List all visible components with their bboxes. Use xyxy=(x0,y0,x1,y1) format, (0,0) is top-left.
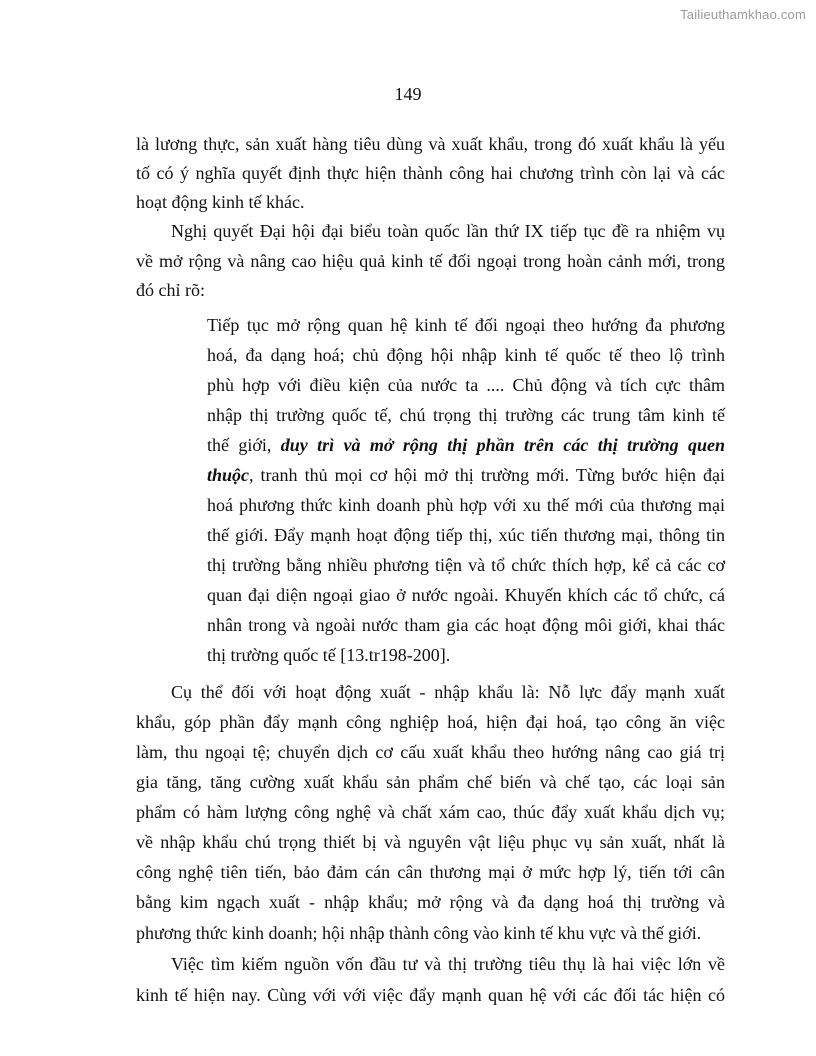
quote-line: nhân trong và ngoài nước tham gia các hoạt động môi giới, khai thác xyxy=(207,615,725,635)
quote-line: thị trường quốc tế [13.tr198-200]. xyxy=(207,645,451,665)
paragraph-line: Nghị quyết Đại hội đại biểu toàn quốc lần thứ IX tiếp tục đề ra nhiệm vụ xyxy=(171,221,725,241)
paragraph-line: phẩm có hàm lượng công nghệ và chất xám cao, thúc đẩy xuất khẩu dịch vụ; xyxy=(136,802,725,822)
page-number: 149 xyxy=(394,84,422,104)
paragraph-line: hoạt động kinh tế khác. xyxy=(136,192,305,212)
quote-line: nhập thị trường quốc tế, chú trọng thị trường các trung tâm kinh tế xyxy=(207,405,725,425)
paragraph-line: là lương thực, sản xuất hàng tiêu dùng và xuất khẩu, trong đó xuất khẩu là yếu xyxy=(136,134,725,154)
quote-line xyxy=(207,434,725,456)
quote-line: phù hợp với điều kiện của nước ta .... Chủ động và tích cực thâm xyxy=(207,375,725,395)
quote-emphasis: thuộc xyxy=(207,465,250,485)
paragraph-line: kinh tế hiện nay. Cùng với với việc đẩy mạnh quan hệ với các đối tác hiện có xyxy=(136,985,725,1005)
watermark: Tailieuthamkhao.com xyxy=(680,7,806,22)
quote-line: Tiếp tục mở rộng quan hệ kinh tế đối ngoại theo hướng đa phương xyxy=(207,315,725,335)
paragraph-line: Việc tìm kiếm nguồn vốn đầu tư và thị trường tiêu thụ là hai việc lớn về xyxy=(171,954,725,974)
paragraph-line: Cụ thể đối với hoạt động xuất - nhập khẩu là: Nỗ lực đẩy mạnh xuất xyxy=(171,682,725,702)
quote-emphasis: duy trì và mở rộng thị phần trên các thị trường quen xyxy=(280,435,725,455)
paragraph-line: tố có ý nghĩa quyết định thực hiện thành công hai chương trình còn lại và các xyxy=(136,163,725,183)
paragraph-line: đó chỉ rõ: xyxy=(136,280,205,300)
paragraph-line: công nghệ tiên tiến, bảo đảm cán cân thương mại ở mức hợp lý, tiến tới cân xyxy=(136,862,725,882)
quote-text: thế giới, xyxy=(207,435,281,455)
paragraph-line: về nhập khẩu chú trọng thiết bị và nguyên vật liệu phục vụ sản xuất, nhất là xyxy=(136,832,725,852)
paragraph-line: khẩu, góp phần đẩy mạnh công nghiệp hoá, hiện đại hoá, tạo công ăn việc xyxy=(136,712,725,732)
paragraph-line: làm, thu ngoại tệ; chuyển dịch cơ cấu xuất khẩu theo hướng nâng cao giá trị xyxy=(136,742,725,762)
paragraph-line: bằng kim ngạch xuất - nhập khẩu; mở rộng và đa dạng hoá thị trường và xyxy=(136,892,725,912)
quote-line: quan đại diện ngoại giao ở nước ngoài. Khuyến khích các tổ chức, cá xyxy=(207,585,725,605)
quote-line xyxy=(207,464,725,486)
quote-line: thế giới. Đẩy mạnh hoạt động tiếp thị, xúc tiến thương mại, thông tin xyxy=(207,525,725,545)
paragraph-line: phương thức kinh doanh; hội nhập thành công vào kinh tế khu vực và thế giới. xyxy=(136,923,702,943)
paragraph-line: về mở rộng và nâng cao hiệu quả kinh tế đối ngoại trong hoàn cảnh mới, trong xyxy=(136,251,725,271)
quote-line: thị trường bằng nhiều phương tiện và tổ chức thích hợp, kể cả các cơ xyxy=(207,555,725,575)
quote-line: hoá phương thức kinh doanh phù hợp với xu thế mới của thương mại xyxy=(207,495,725,515)
quote-line: hoá, đa dạng hoá; chủ động hội nhập kinh tế quốc tế theo lộ trình xyxy=(207,345,725,365)
paragraph-line: gia tăng, tăng cường xuất khẩu sản phẩm chế biến và chế tạo, các loại sản xyxy=(136,772,725,792)
quote-text: , tranh thủ mọi cơ hội mở thị trường mới. Từng bước hiện đại xyxy=(249,465,725,485)
